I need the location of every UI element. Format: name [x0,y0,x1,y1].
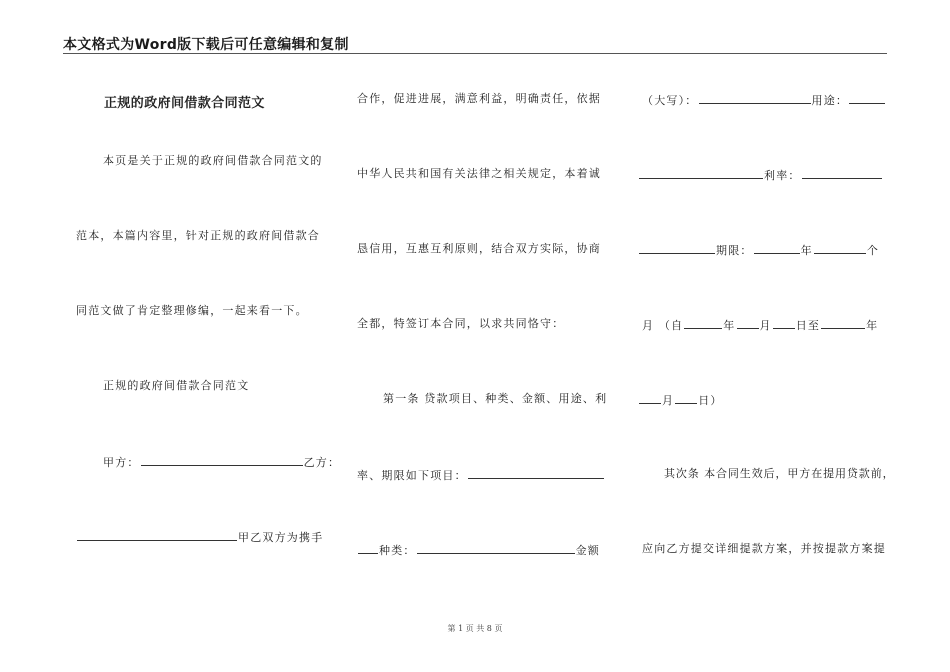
intro-line-3: 同范文做了肯定整理修编，一起来看一下。 [76,304,308,317]
type-blank [417,542,575,554]
term-year-unit: 年 [800,244,813,257]
amount-label: 金额 [575,544,601,557]
term-years-blank [754,242,800,254]
subtitle-line: 正规的政府间借款合同范文 [103,379,250,392]
capital-line [642,92,886,108]
party-a-label: 甲方： [103,456,140,469]
body-line-1: 合作，促进进展，满意利益，明确责任，依据 [357,92,601,105]
party-b-blank [77,529,237,541]
term-count-unit: 个 [866,244,880,257]
document-header: 本文格式为Word版下载后可任意编辑和复制 [63,37,349,53]
party-a-blank [141,454,303,466]
page-footer: 第 1 页 共 8 页 [447,624,503,633]
intro-line-2: 范本，本篇内容里，针对正规的政府间借款合 [76,229,320,242]
purpose-blank [849,92,885,104]
from-month-unit: 月 [759,319,772,332]
type-line [357,542,600,558]
date-to-label: 日至 [795,319,821,332]
term-line [638,242,879,258]
purpose-label: 用途： [811,94,849,107]
agreement-text: 甲乙双方为携手 [238,531,324,544]
item-blank [468,467,604,479]
body-line-4: 全都，特签订本合同，以求共同恪守： [357,317,565,330]
type-label: 种类： [379,544,416,557]
from-year-blank [684,317,722,329]
rate-label: 利率： [764,169,801,182]
article-2-line: 其次条 本合同生效后，甲方在提用贷款前， [664,467,895,480]
rate-blank [802,167,882,179]
to-day-blank [675,392,697,404]
term-label: 期限： [716,244,753,257]
from-year-unit: 年 [723,319,736,332]
body-line-3: 恳信用，互惠互利原则，结合双方实际，协商 [357,242,601,255]
to-day-unit: 日） [698,394,723,407]
article-1-line: 第一条 贷款项目、种类、金额、用途、利 [383,392,608,405]
item-line [357,467,605,483]
rate-line [638,167,883,183]
agreement-line [76,529,323,545]
type-pre-blank [358,542,378,554]
intro-line-1: 本页是关于正规的政府间借款合同范文的 [103,154,323,167]
item-label: 率、期限如下项目： [357,469,467,482]
party-b-label: 乙方： [303,456,341,469]
header-rule [63,53,887,54]
article-2-line-2: 应向乙方提交详细提款方案，并按提款方案提 [642,542,886,555]
term-months-blank [814,242,866,254]
date-end-line [638,392,723,408]
document-title: 正规的政府间借款合同范文 [104,96,265,111]
to-year-blank [821,317,865,329]
term-pre-blank [639,242,715,254]
date-range-line [642,317,878,333]
from-day-blank [773,317,795,329]
date-from-label: 月 （自 [642,319,684,332]
capital-label: （大写）： [642,94,698,107]
capital-blank [699,92,811,104]
party-line [103,454,340,470]
to-year-unit: 年 [866,319,879,332]
to-month-blank [639,392,661,404]
from-month-blank [737,317,759,329]
to-month-unit: 月 [662,394,675,407]
body-line-2: 中华人民共和国有关法律之相关规定，本着诚 [357,167,601,180]
rate-pre-blank [639,167,763,179]
